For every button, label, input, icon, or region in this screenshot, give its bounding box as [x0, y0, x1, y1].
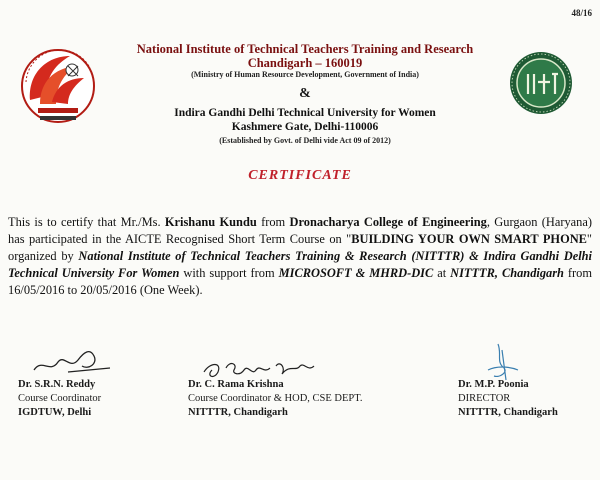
ampersand: &: [299, 86, 311, 101]
institute1-subline: (Ministry of Human Resource Development, Government of India): [191, 70, 419, 79]
body-text-7: from 16/05/2016 to 20/05/2016 (One Week).: [8, 266, 593, 297]
body-text-3: , Gurgaon (Haryana) has participated in the AICTE Recognised Short Term Course on ": [8, 215, 592, 246]
body-text-6: at: [433, 266, 451, 280]
institute2-name-line2: Kashmere Gate, Delhi-110006: [231, 121, 379, 133]
institute1-name-line2: Chandigarh – 160019: [247, 56, 363, 70]
course-name: BUILDING YOUR OWN SMART PHONE: [351, 232, 587, 246]
organizers: National Institute of Technical Teachers Training & Research (NITTTR) & Indira Gandhi Delhi Technical University For Women: [8, 249, 592, 280]
signature-1: [28, 340, 118, 380]
serial-number: 48/16: [571, 8, 592, 18]
signatory-2-role: Course Coordinator & HOD, CSE DEPT.: [188, 393, 363, 404]
nitttr-logo: [12, 38, 108, 130]
institute1-name: [105, 42, 505, 70]
certificate-title: CERTIFICATE: [248, 168, 352, 183]
body-text-2: from: [256, 215, 290, 229]
signatory-3-role: DIRECTOR: [458, 393, 511, 404]
body-text-5: with support from: [179, 266, 279, 280]
signatory-3-org: NITTTR, Chandigarh: [458, 407, 558, 418]
signatory-2-org: NITTTR, Chandigarh: [188, 407, 288, 418]
participant-name: Krishanu Kundu: [164, 215, 257, 229]
signatory-1-name: Dr. S.R.N. Reddy: [18, 379, 96, 390]
college-name: Dronacharya College of Engineering: [289, 215, 487, 229]
signatory-3: [458, 378, 558, 420]
certificate-body: [8, 214, 592, 299]
signatory-1: [18, 378, 101, 420]
body-text-1: This is to certify that Mr./Ms.: [8, 215, 165, 229]
signatory-1-org: IGDTUW, Delhi: [18, 407, 92, 418]
sponsor: MICROSOFT & MHRD-DIC: [278, 266, 434, 280]
signatory-2: [188, 378, 363, 420]
igdtuw-logo: [506, 50, 576, 116]
institute2-name-line1: Indira Gandhi Delhi Technical University for Women: [174, 107, 436, 119]
signatory-1-role: Course Coordinator: [18, 393, 102, 404]
venue: NITTTR, Chandigarh: [450, 266, 564, 280]
body-text-4: " organized by: [8, 232, 592, 263]
signatory-2-name: Dr. C. Rama Krishna: [188, 379, 284, 390]
institute1-name-line1: National Institute of Technical Teachers Training and Research: [136, 42, 474, 56]
signatory-3-name: Dr. M.P. Poonia: [458, 379, 529, 390]
institute2-name: [105, 106, 505, 134]
institute2-subline: (Established by Govt. of Delhi vide Act 09 of 2012): [219, 136, 391, 145]
